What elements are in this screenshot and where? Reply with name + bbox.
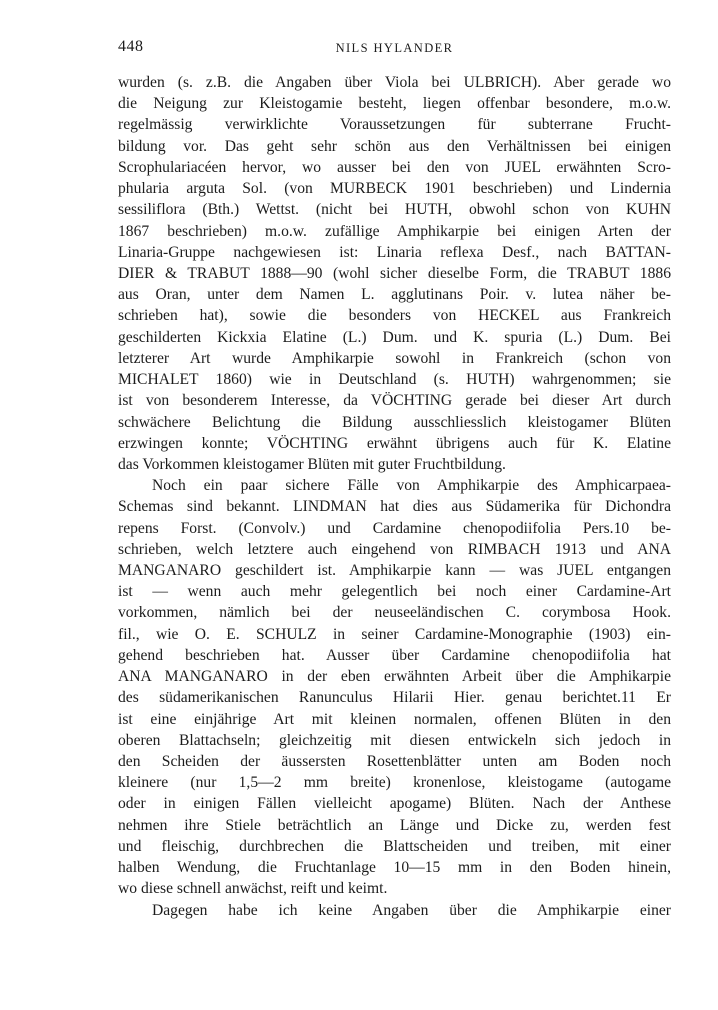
text-line: schwächere Belichtung die Bildung ausschliesslich kleistogamer Blüten (118, 413, 671, 431)
text-line: bildung vor. Das geht sehr schön aus den Verhältnissen bei einigen (118, 137, 671, 155)
text-line: letzterer Art wurde Amphikarpie sowohl in Frankreich (schon von (118, 349, 671, 367)
text-line: wurden (s. z.B. die Angaben über Viola bei ULBRICH). Aber gerade wo (118, 74, 671, 91)
text-line: phularia arguta Sol. (von MURBECK 1901 beschrieben) und Lindernia (118, 180, 671, 198)
text-line: Dagegen habe ich keine Angaben über die Amphikarpie einer (152, 901, 671, 919)
text-line: kleinere (nur 1,5—2 mm breite) kronenlose, kleistogame (autogame (118, 774, 671, 792)
text-line: halben Wendung, die Fruchtanlage 10—15 mm in den Boden hinein, (118, 859, 671, 877)
text-line: oberen Blattachseln; gleichzeitig mit diesen entwickeln sich jedoch in (118, 731, 671, 749)
text-line: Noch ein paar sichere Fälle von Amphikarpie des Amphicarpaea- (152, 477, 671, 495)
text-line: des südamerikanischen Ranunculus Hilarii Hier. genau berichtet.11 Er (118, 689, 671, 707)
text-line: das Vorkommen kleistogamer Blüten mit guter Fruchtbildung. (118, 455, 506, 473)
text-line: 1867 beschrieben) m.o.w. zufällige Amphikarpie bei einigen Arten der (118, 222, 671, 240)
text-line: geschilderten Kickxia Elatine (L.) Dum. und K. spuria (L.) Dum. Bei (118, 328, 671, 346)
text-line: repens Forst. (Convolv.) und Cardamine chenopodiifolia Pers.10 be- (118, 519, 671, 537)
text-line: erzwingen konnte; VÖCHTING erwähnt übrigens auch für K. Elatine (118, 434, 671, 452)
text-line: vorkommen, nämlich bei der neuseeländischen C. corymbosa Hook. (118, 604, 671, 622)
text-line: den Scheiden der äussersten Rosettenblätter unten am Boden noch (118, 753, 671, 770)
text-line: Scrophulariacéen hervor, wo ausser bei den von JUEL erwähnten Scro- (118, 158, 671, 176)
text-line: oder in einigen Fällen vielleicht apogame) Blüten. Nach der Anthese (118, 795, 671, 813)
text-line: schrieben, welch letztere auch eingehend von RIMBACH 1913 und ANA (118, 540, 671, 558)
text-line: nehmen ihre Stiele beträchtlich an Länge und Dicke zu, werden fest (118, 816, 671, 834)
text-line: schrieben hat), sowie die besonders von HECKEL aus Frankreich (118, 307, 671, 325)
text-line: regelmässig verwirklichte Voraussetzungen für subterrane Frucht- (118, 116, 671, 134)
text-line: die Neigung zur Kleistogamie besteht, liegen offenbar besondere, m.o.w. (118, 95, 671, 113)
text-line: ist eine einjährige Art mit kleinen normalen, offenen Blüten in den (118, 710, 671, 728)
running-head: NILS HYLANDER (335, 41, 454, 55)
text-line: Linaria-Gruppe nachgewiesen ist: Linaria reflexa Desf., nach BATTAN- (118, 243, 671, 261)
page-header (118, 38, 671, 60)
text-line: ist — wenn auch mehr gelegentlich bei noch einer Cardamine-Art (118, 583, 671, 601)
text-line: wo diese schnell anwächst, reift und keimt. (118, 880, 388, 898)
body-text (118, 72, 671, 921)
text-line: fil., wie O. E. SCHULZ in seiner Cardamine-Monographie (1903) ein- (118, 625, 671, 643)
text-line: DIER & TRABUT 1888—90 (wohl sicher dieselbe Form, die TRABUT 1886 (118, 264, 671, 282)
text-line: MICHALET 1860) wie in Deutschland (s. HUTH) wahrgenommen; sie (118, 371, 671, 389)
page-number: 448 (118, 38, 144, 55)
text-line: ANA MANGANARO in der eben erwähnten Arbeit über die Amphikarpie (118, 668, 671, 686)
text-line: MANGANARO geschildert ist. Amphikarpie kann — was JUEL entgangen (118, 562, 671, 580)
text-line: Schemas sind bekannt. LINDMAN hat dies aus Südamerika für Dichondra (118, 498, 671, 516)
text-line: sessiliflora (Bth.) Wettst. (nicht bei HUTH, obwohl schon von KUHN (118, 201, 671, 219)
text-line: und fleischig, durchbrechen die Blattscheiden und treiben, mit einer (118, 837, 671, 855)
text-line: ist von besonderem Interesse, da VÖCHTING gerade bei dieser Art durch (118, 392, 671, 410)
text-line: gehend beschrieben hat. Ausser über Cardamine chenopodiifolia hat (118, 646, 671, 664)
text-line: aus Oran, unter dem Namen L. agglutinans Poir. v. lutea näher be- (118, 286, 671, 304)
